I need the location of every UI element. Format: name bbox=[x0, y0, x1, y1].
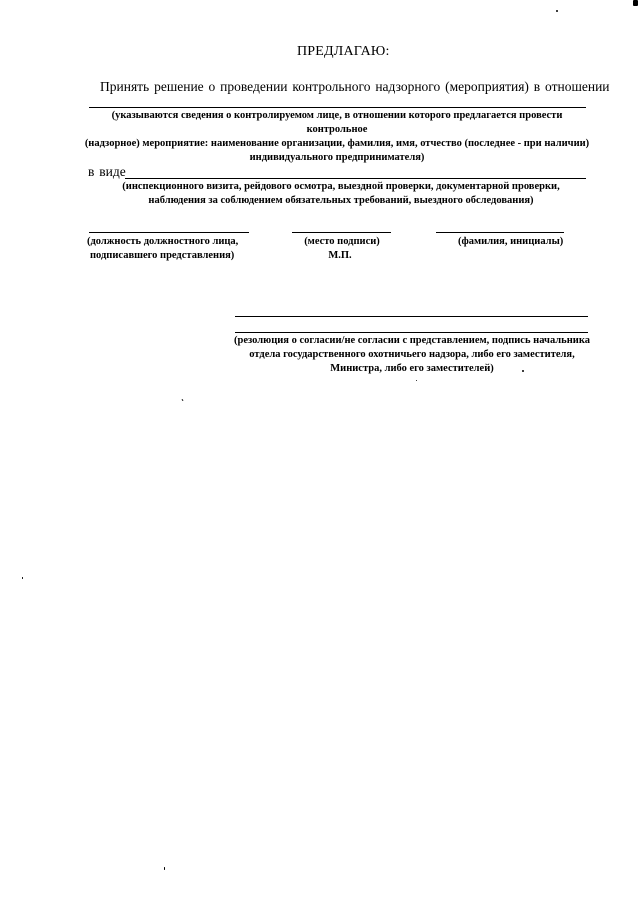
form-fill-line bbox=[125, 178, 586, 179]
subject-fill-line bbox=[89, 107, 586, 108]
place-signature-line bbox=[292, 232, 391, 233]
form-label: в виде bbox=[88, 164, 126, 179]
position-caption-line-1: (должность должностного лица, bbox=[87, 236, 239, 247]
form-hint-line-1: (инспекционного визита, рейдового осмотра, выездной проверки, документарной проверки, bbox=[122, 181, 560, 192]
place-caption bbox=[287, 235, 397, 263]
resolution-caption bbox=[232, 334, 592, 376]
form-hint bbox=[106, 180, 576, 208]
subject-hint-line-1: (указываются сведения о контролируемом лице, в отношении которого предлагается провести контрольное bbox=[111, 110, 563, 135]
subject-hint bbox=[80, 109, 594, 165]
scan-dot bbox=[22, 577, 23, 579]
scan-dot bbox=[556, 10, 558, 12]
subject-hint-line-3: индивидуального предпринимателя) bbox=[249, 152, 425, 163]
form-hint-line-2: наблюдения за соблюдением обязательных требований, выездного обследования) bbox=[148, 195, 534, 206]
resolution-caption-line-3: Министра, либо его заместителей) bbox=[330, 363, 494, 374]
intro-text: Принять решение о проведении контрольного надзорного (мероприятия) в отношении bbox=[100, 79, 610, 94]
subject-hint-line-2: (надзорное) мероприятие: наименование организации, фамилия, имя, отчество (последнее - при наличии) bbox=[84, 138, 590, 149]
resolution-caption-line-1: (резолюция о согласии/не согласии с представлением, подпись начальника bbox=[234, 335, 590, 346]
scan-dot bbox=[416, 380, 417, 381]
place-caption-line: (место подписи) bbox=[304, 236, 380, 247]
position-caption-line-2: подписавшего представления) bbox=[90, 250, 235, 261]
resolution-caption-line-2: отдела государственного охотничьего надзора, либо его заместителя, bbox=[249, 349, 575, 360]
scan-mark bbox=[633, 0, 638, 6]
scan-dot bbox=[181, 399, 183, 401]
scan-dot bbox=[522, 370, 524, 372]
seal-mark: М.П. bbox=[328, 250, 352, 261]
document-heading: ПРЕДЛАГАЮ: bbox=[297, 44, 390, 59]
resolution-line-2 bbox=[235, 332, 588, 333]
position-caption bbox=[87, 235, 238, 263]
resolution-line-1 bbox=[235, 316, 588, 317]
position-signature-line bbox=[89, 232, 249, 233]
name-signature-line bbox=[436, 232, 564, 233]
scan-dot bbox=[164, 867, 165, 870]
name-caption: (фамилия, инициалы) bbox=[458, 236, 564, 247]
